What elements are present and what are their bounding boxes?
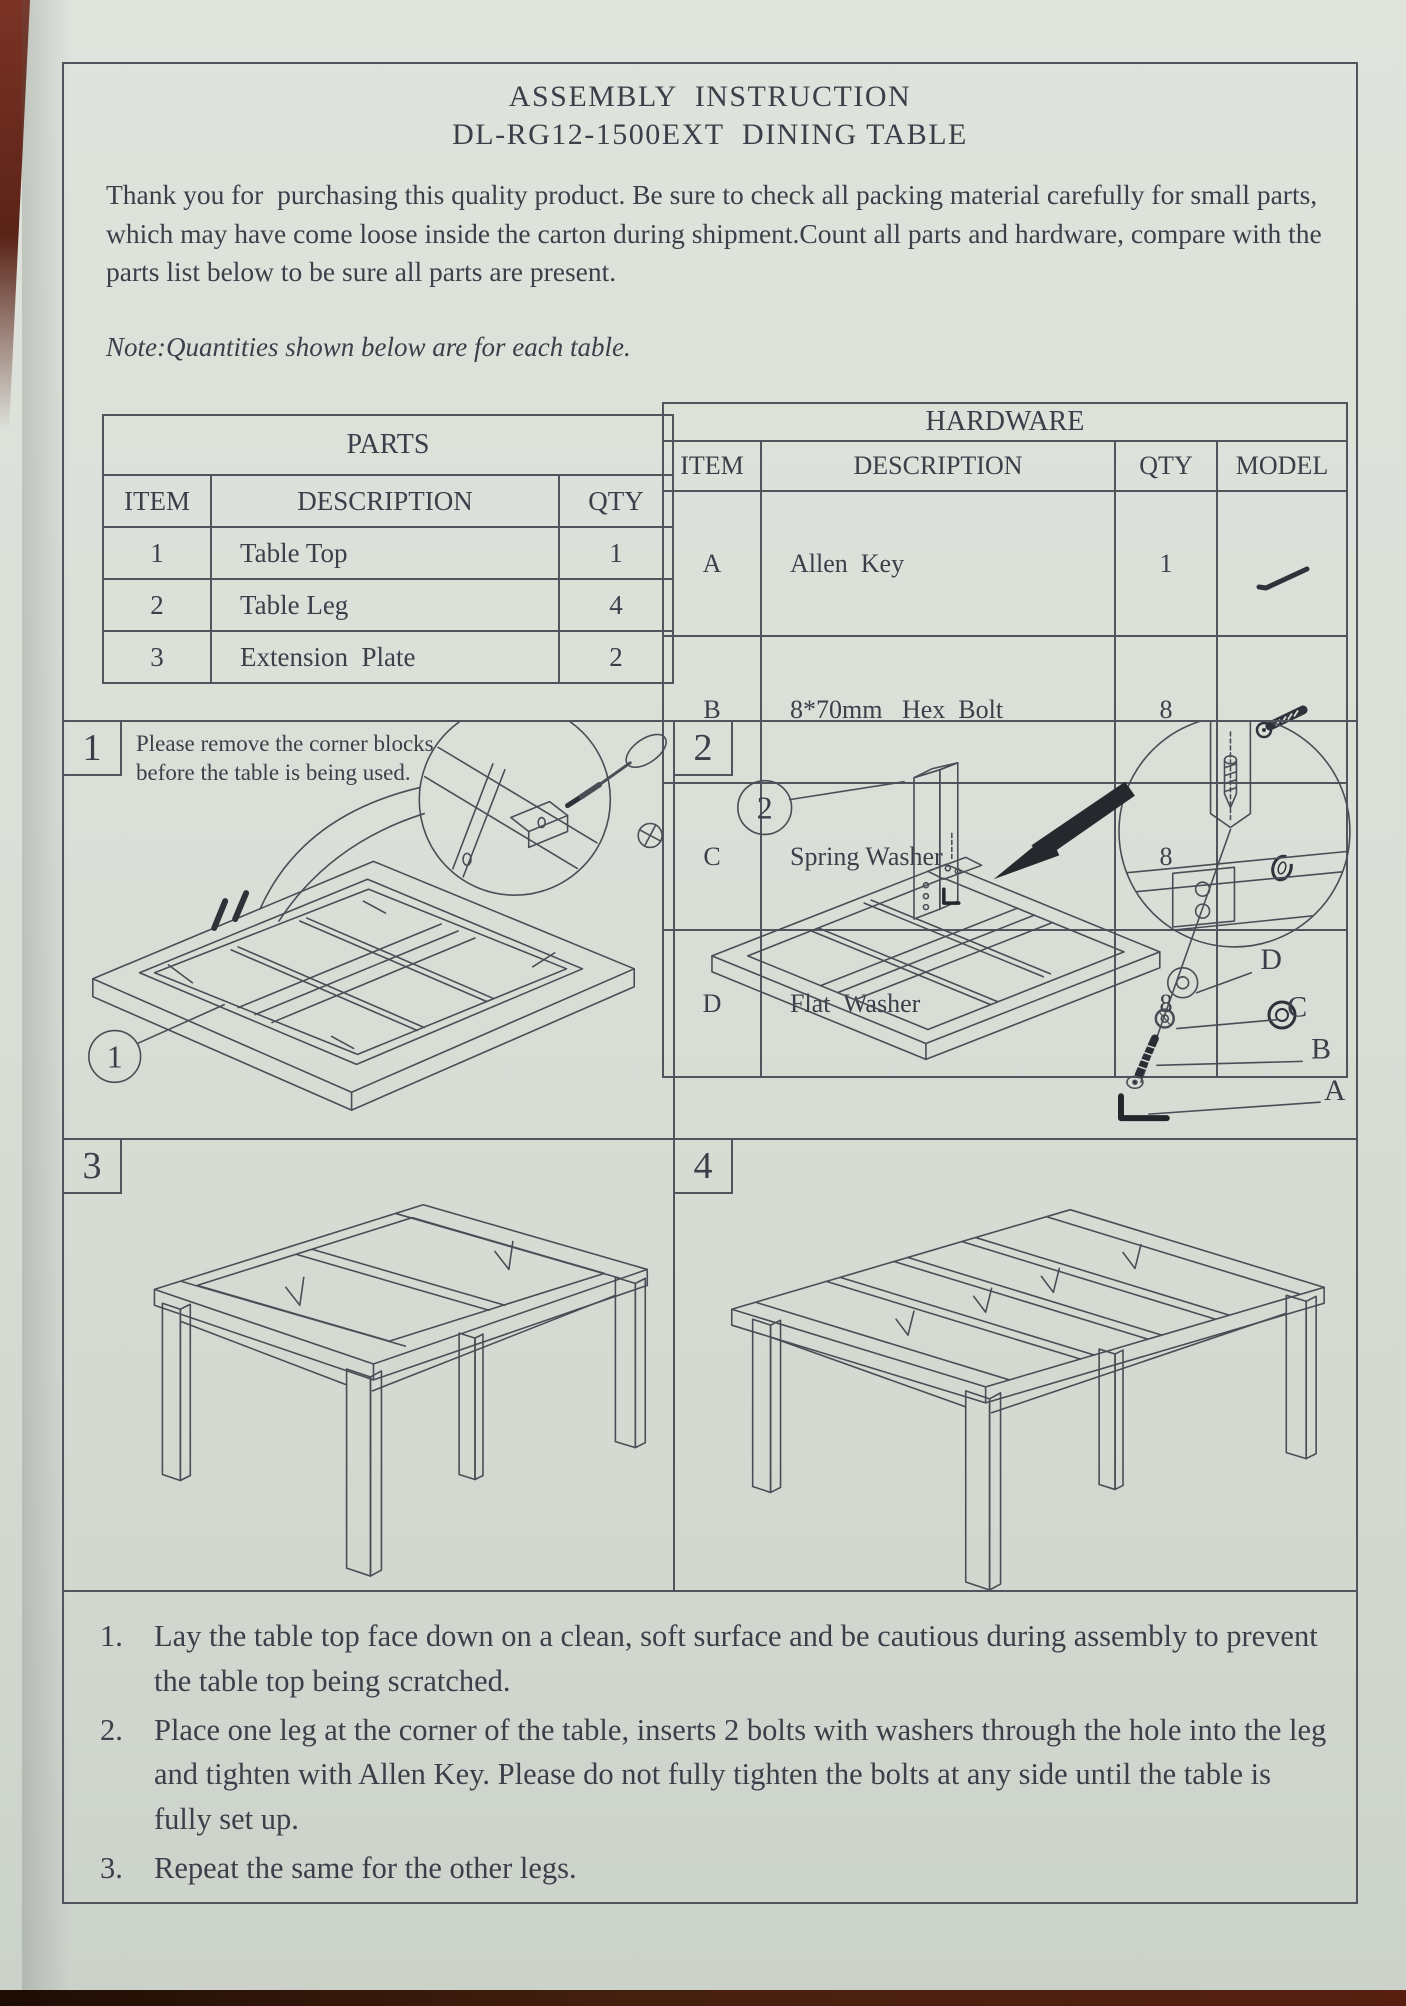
cell-item: D: [663, 930, 761, 1077]
list-item: [100, 1708, 1330, 1842]
hardware-title-row: [663, 403, 1347, 441]
table-legs: [162, 1277, 645, 1576]
step-item-number: 3.: [100, 1851, 123, 1886]
step-panel-3: [64, 1138, 675, 1590]
cell-qty: 1: [559, 527, 673, 579]
cell-item: C: [663, 783, 761, 930]
table-aprons: [180, 1295, 615, 1391]
cell-item: 1: [103, 527, 211, 579]
parts-title-row: [103, 415, 673, 475]
screwdriver: [568, 728, 672, 806]
list-item: [100, 1614, 1330, 1704]
cell-item: 2: [103, 579, 211, 631]
col-header: QTY: [559, 475, 673, 527]
insert-arrow-icon: [994, 782, 1135, 880]
table-row: [663, 491, 1347, 636]
col-header: MODEL: [1217, 441, 1347, 491]
cell-item: 3: [103, 631, 211, 683]
list-item: [100, 1846, 1330, 1891]
hardware-label-c: C: [1287, 990, 1308, 1024]
table-row: [103, 527, 673, 579]
hardware-label-d: D: [1260, 942, 1282, 976]
step-item-number: 1.: [100, 1619, 123, 1653]
parts-table-title: PARTS: [103, 415, 673, 475]
col-header: ITEM: [663, 441, 761, 491]
document-border: [62, 62, 1358, 1904]
step-number-3: 3: [64, 1140, 122, 1194]
col-header: QTY: [1115, 441, 1217, 491]
step-item-text: Lay the table top face down on a clean, soft surface and be cautious during assembly to prevent the table top being scratched.: [154, 1619, 1318, 1698]
screw-head-icon: [634, 819, 666, 851]
table-legs: [753, 1295, 1316, 1590]
detail-contents: [1121, 722, 1348, 933]
step-item-number: 2.: [100, 1712, 123, 1747]
step-panel-4: [675, 1138, 1356, 1590]
table-aprons: [771, 1313, 1287, 1413]
document-subtitle: DL-RG12-1500EXT DINING TABLE: [452, 118, 968, 151]
cell-qty: 1: [1115, 491, 1217, 636]
step-panel-2: [675, 720, 1356, 1138]
table-row: [103, 579, 673, 631]
hardware-header-row: [663, 441, 1347, 491]
step-item-text: Place one leg at the corner of the table, inserts 2 bolts with washers through the hole into the leg and tighten with Allen Key. Please do not fully tighten the bolts at any side until the table is fully set up.: [154, 1712, 1327, 1837]
parts-header-row: [103, 475, 673, 527]
cell-description: Allen Key: [761, 491, 1115, 636]
assembled-table-top: [154, 1205, 647, 1380]
callout-1-number: 1: [106, 1039, 123, 1075]
cell-qty: 2: [559, 631, 673, 683]
spring-washer: [1156, 1010, 1174, 1028]
cell-qty: 4: [559, 579, 673, 631]
detail-magnifier-circle: [419, 722, 610, 895]
allen-key-icon: [1247, 556, 1317, 594]
cell-description: Table Top: [211, 527, 559, 579]
callout-2-number: 2: [756, 790, 773, 826]
step-4-diagram: [675, 1140, 1356, 1590]
parts-table: [102, 414, 674, 684]
extended-table-top: [732, 1210, 1324, 1403]
step-2-diagram: [675, 722, 1356, 1138]
cell-description: Spring Washer: [761, 783, 1115, 930]
table-row: [103, 631, 673, 683]
step-number-1: 1: [64, 722, 122, 776]
note-line: Note:Quantities shown below are for each table.: [106, 332, 631, 362]
step-3-diagram: [64, 1140, 673, 1590]
step-panel-1: [64, 720, 675, 1138]
hardware-table-title: HARDWARE: [663, 403, 1347, 441]
cell-qty: 8: [1115, 930, 1217, 1077]
cell-description: 8*70mm Hex Bolt: [761, 636, 1115, 783]
corner-block-marks: [214, 893, 246, 928]
intro-paragraph: Thank you for purchasing this quality product. Be sure to check all packing material carefully for small parts, which may have come loose inside the carton during shipment.Count all parts and hardware, compare with the parts list below to be sure all parts are present.: [106, 179, 1329, 287]
cell-description: Flat Washer: [761, 930, 1115, 1077]
step-number-2: 2: [675, 722, 733, 776]
cell-qty: 8: [1115, 783, 1217, 930]
cell-description: Extension Plate: [211, 631, 559, 683]
hardware-label-b: B: [1311, 1032, 1331, 1066]
face-down-table-frame: [93, 861, 634, 1110]
assembly-steps: [64, 1590, 1356, 1902]
col-header: DESCRIPTION: [761, 441, 1115, 491]
cell-item: B: [663, 636, 761, 783]
flat-washer: [1168, 968, 1198, 998]
allen-key: [1121, 1096, 1167, 1118]
hardware-label-a: A: [1324, 1074, 1346, 1108]
step-1-note: Please remove the corner blocks before the table is being used.: [136, 731, 434, 785]
table-surface-edge-bottom: [0, 1990, 1406, 2006]
cell-model: [1217, 491, 1347, 636]
step-item-text: Repeat the same for the other legs.: [154, 1851, 577, 1886]
face-down-table-frame: [712, 864, 1160, 1059]
cell-item: A: [663, 491, 761, 636]
col-header: ITEM: [103, 475, 211, 527]
cell-description: Table Leg: [211, 579, 559, 631]
cell-qty: 8: [1115, 636, 1217, 783]
step-number-4: 4: [675, 1140, 733, 1194]
document-title: ASSEMBLY INSTRUCTION: [508, 80, 912, 113]
col-header: DESCRIPTION: [211, 475, 559, 527]
diagram-panels: [64, 720, 1356, 1590]
